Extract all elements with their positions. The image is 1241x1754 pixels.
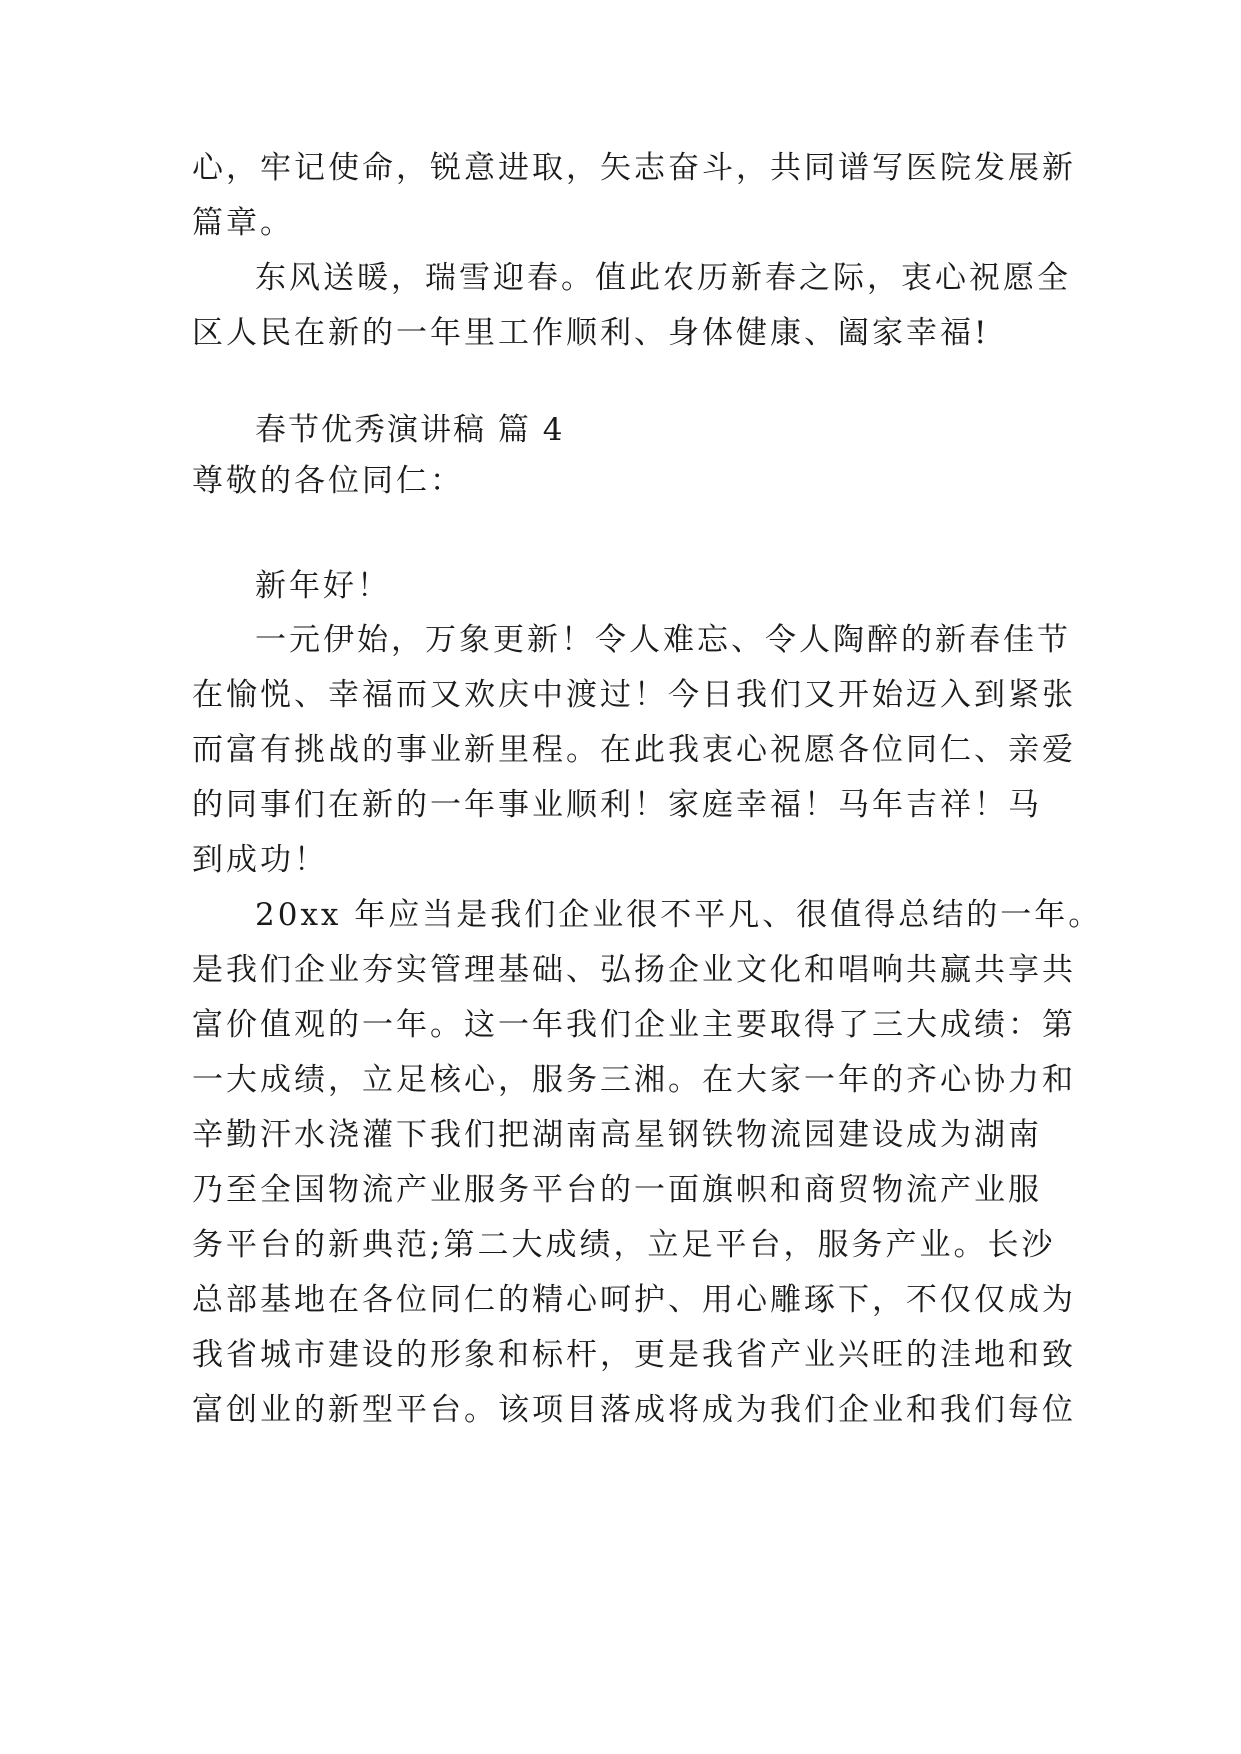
salutation: 尊敬的各位同仁：	[192, 463, 464, 499]
body-text-line: 总部基地在各位同仁的精心呵护、用心雕琢下，不仅仅成为	[192, 1282, 1076, 1318]
greeting: 新年好！	[255, 568, 391, 604]
section-title: 春节优秀演讲稿 篇 4	[255, 412, 565, 448]
body-text-line: 乃至全国物流产业服务平台的一面旗帜和商贸物流产业服	[192, 1172, 1042, 1208]
body-text-line: 一元伊始，万象更新！令人难忘、令人陶醉的新春佳节	[255, 622, 1071, 658]
body-text-line: 是我们企业夯实管理基础、弘扬企业文化和唱响共赢共享共	[192, 952, 1076, 988]
body-text-line: 区人民在新的一年里工作顺利、身体健康、阖家幸福!	[192, 315, 990, 351]
body-text-line: 到成功！	[192, 842, 328, 878]
body-text-line: 务平台的新典范;第二大成绩，立足平台，服务产业。长沙	[192, 1227, 1056, 1263]
body-text-line: 东风送暖，瑞雪迎春。值此农历新春之际，衷心祝愿全	[255, 260, 1071, 296]
body-text-line: 一大成绩，立足核心，服务三湘。在大家一年的齐心协力和	[192, 1062, 1076, 1098]
body-text-line: 心，牢记使命，锐意进取，矢志奋斗，共同谱写医院发展新	[192, 150, 1076, 186]
body-text-line: 20xx 年应当是我们企业很不平凡、很值得总结的一年。	[255, 897, 1103, 933]
body-text-line: 在愉悦、幸福而又欢庆中渡过！今日我们又开始迈入到紧张	[192, 677, 1076, 713]
body-text-line: 的同事们在新的一年事业顺利！家庭幸福！马年吉祥！马	[192, 787, 1042, 823]
body-text-line: 篇章。	[192, 205, 294, 241]
body-text-line: 我省城市建设的形象和标杆，更是我省产业兴旺的洼地和致	[192, 1337, 1076, 1373]
body-text-line: 辛勤汗水浇灌下我们把湖南高星钢铁物流园建设成为湖南	[192, 1117, 1042, 1153]
body-text-line: 而富有挑战的事业新里程。在此我衷心祝愿各位同仁、亲爱	[192, 732, 1076, 768]
body-text-line: 富价值观的一年。这一年我们企业主要取得了三大成绩：第	[192, 1007, 1076, 1043]
body-text-line: 富创业的新型平台。该项目落成将成为我们企业和我们每位	[192, 1392, 1076, 1428]
